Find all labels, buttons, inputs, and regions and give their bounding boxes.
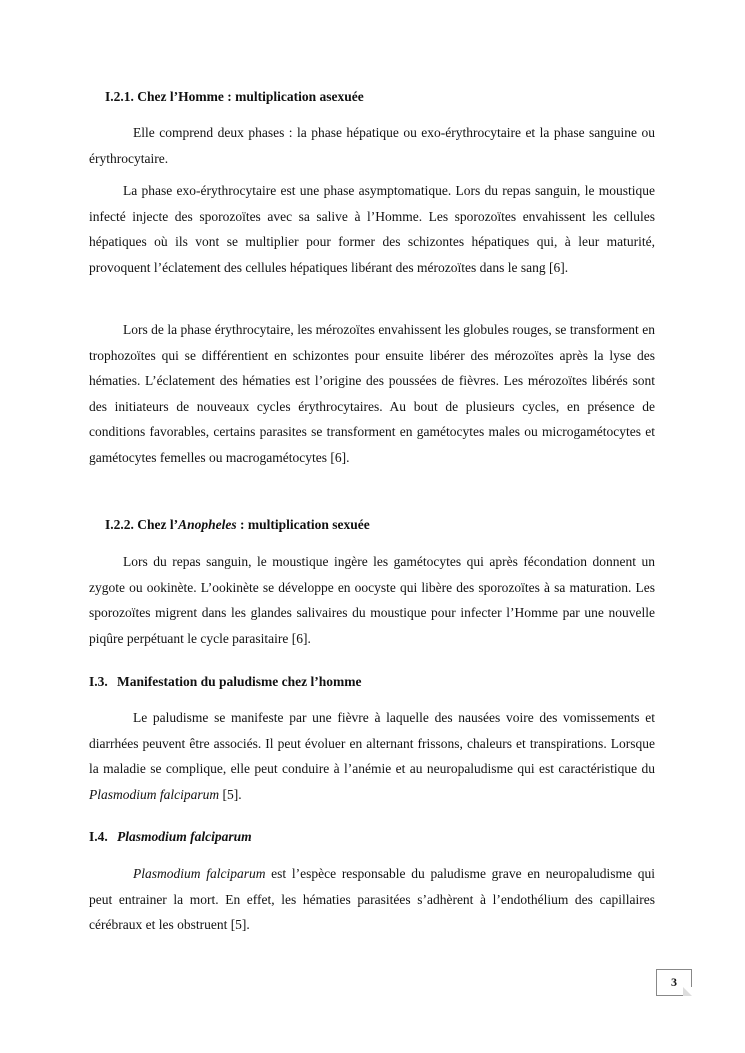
heading-i-3	[89, 674, 362, 690]
heading-title: Chez l’Homme : multiplication asexuée	[137, 89, 364, 104]
heading-number: I.2.1.	[105, 89, 134, 104]
heading-number: I.4.	[89, 829, 108, 844]
paragraph-multiplication-sexuee: Lors du repas sanguin, le moustique ingère les gamétocytes qui après fécondation donnent un zygote ou ookinète. L’ookinète se développe en oocyste qui libère des sporozoïtes à sa maturation. Les sporozoïtes migrent dans les glandes salivaires du moustique pour infecter l’Homme par une nouvelle piqûre perpétuant le cycle parasitaire [6].	[89, 554, 655, 646]
paragraph-manifestation	[89, 705, 655, 807]
paragraph-text: est l’espèce responsable du paludisme grave en neuropaludisme qui peut entrainer la mort. En effet, les hématies parasitées s’adhèrent à l’endothélium des capillaires cérébraux et les obstruent [5].	[89, 866, 655, 933]
heading-i-2-1	[105, 89, 364, 105]
paragraph-erythrocytaire: Lors de la phase érythrocytaire, les mérozoïtes envahissent les globules rouges, se transforment en trophozoïtes qui se différentient en schizontes pour ensuite libérer des mérozoïtes après la lyse des hématies. L’éclatement des hématies est l’origine des poussées de fièvres. Les mérozoïtes libérés sont des initiateurs de nouveaux cycles érythrocytaires. Au bout de plusieurs cycles, en présence de conditions favorables, certains parasites se transforment en gamétocytes males ou microgamétocytes et gamétocytes femelles ou macrogamétocytes [6].	[89, 322, 655, 465]
heading-number: I.2.2.	[105, 517, 134, 532]
paragraph-plasmodium	[89, 861, 655, 938]
heading-title-start: Chez l’	[137, 517, 179, 532]
citation: [5].	[219, 786, 242, 802]
heading-title: Manifestation du paludisme chez l’homme	[117, 674, 362, 689]
page-number: 3	[671, 975, 677, 989]
heading-number: I.3.	[89, 674, 108, 689]
species-name: Plasmodium falciparum	[133, 866, 266, 881]
heading-title-end: : multiplication sexuée	[236, 517, 370, 532]
paragraph-phases: Elle comprend deux phases : la phase hépatique ou exo-érythrocytaire et la phase sanguine ou érythrocytaire.	[89, 125, 655, 166]
species-name: Plasmodium falciparum	[89, 786, 220, 802]
heading-i-2-2	[105, 517, 370, 533]
heading-title	[137, 517, 370, 532]
heading-title-italic: Anopheles	[178, 517, 237, 532]
paragraph-text: Le paludisme se manifeste par une fièvre à laquelle des nausées voire des vomissements et diarrhées peuvent être associés. Il peut évoluer en alternant frissons, chaleurs et transpirations. Lorsque la maladie se complique, elle peut conduire à l’anémie et au neuropaludisme qui est caractéristique du	[89, 710, 655, 777]
heading-i-4	[89, 829, 252, 845]
paragraph-exo-erythrocytaire: La phase exo-érythrocytaire est une phase asymptomatique. Lors du repas sanguin, le moustique infecté injecte des sporozoïtes avec sa salive à l’Homme. Les sporozoïtes envahissent les cellules hépatiques où ils vont se multiplier pour former des schizontes hépatiques qui, à leur maturité, provoquent l’éclatement des cellules hépatiques libérant des mérozoïtes dans le sang [6].	[89, 183, 655, 275]
page-number-box	[656, 969, 692, 996]
heading-title-italic: Plasmodium falciparum	[117, 829, 252, 844]
